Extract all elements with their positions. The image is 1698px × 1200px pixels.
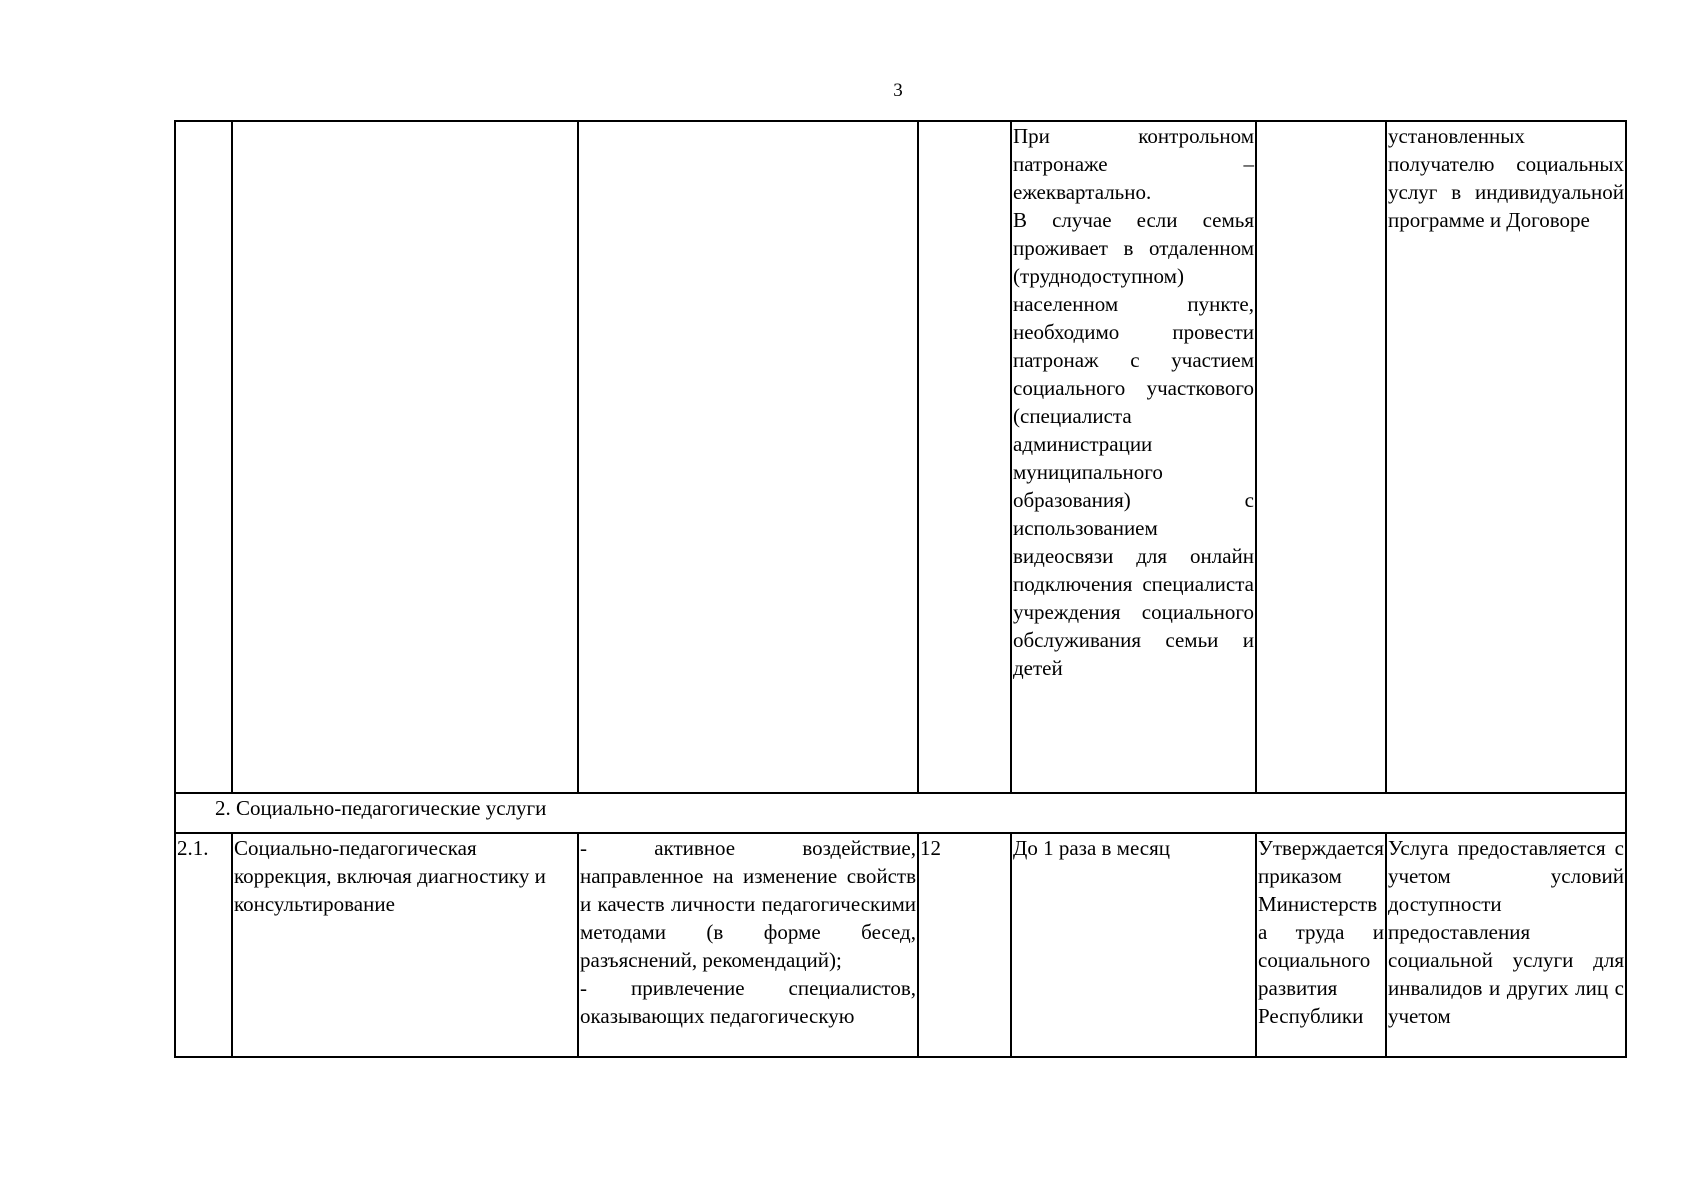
section-title: 2. Социально-педагогические услуги [215,796,547,820]
cell-conditions [1386,121,1626,793]
table-row-continuation [175,121,1626,793]
cell-periodicity [1011,121,1256,793]
cell-tariff [1256,121,1386,793]
section-heading [175,793,1626,833]
cell-service-name [232,121,578,793]
cell-number: 2.1. [175,833,232,1057]
description-paragraph: - активное воздействие, направленное на изменение свойств и качеств личности педагогическими методами (в форме бесед, разъяснений, рекомендаций); [580,836,916,972]
cell-conditions: Услуга предоставляется с учетом условий доступности предоставления социальной услуги для инвалидов и других лиц с учетом [1386,833,1626,1057]
periodicity-paragraph: При контрольном патронаже – ежеквартально. [1013,124,1254,204]
cell-description [578,833,918,1057]
cell-service-name: Социально-педагогическая коррекция, включая диагностику и консультирование [232,833,578,1057]
cell-description [578,121,918,793]
cell-time: 12 [918,833,1011,1057]
periodicity-paragraph: В случае если семья проживает в отдаленном (труднодоступном) населенном пункте, необходимо провести патронаж с участием социального участкового (специалиста администрации муниципального образования) с использованием видеосвязи для онлайн подключения специалиста учреждения социального обслуживания семьи и детей [1013,208,1254,680]
cell-number [175,121,232,793]
cell-time [918,121,1011,793]
services-table [174,120,1627,1058]
cell-tariff: Утверждается приказом Министерства труда и социального развития Республики [1256,833,1386,1057]
page-number: 3 [893,80,903,101]
description-paragraph: - привлечение специалистов, оказывающих педагогическую [580,976,916,1028]
conditions-text: установленных получателю социальных услуг в индивидуальной программе и Договоре [1388,124,1624,232]
section-row [175,793,1626,833]
cell-periodicity: До 1 раза в месяц [1011,833,1256,1057]
table-row-2-1 [175,833,1626,1057]
